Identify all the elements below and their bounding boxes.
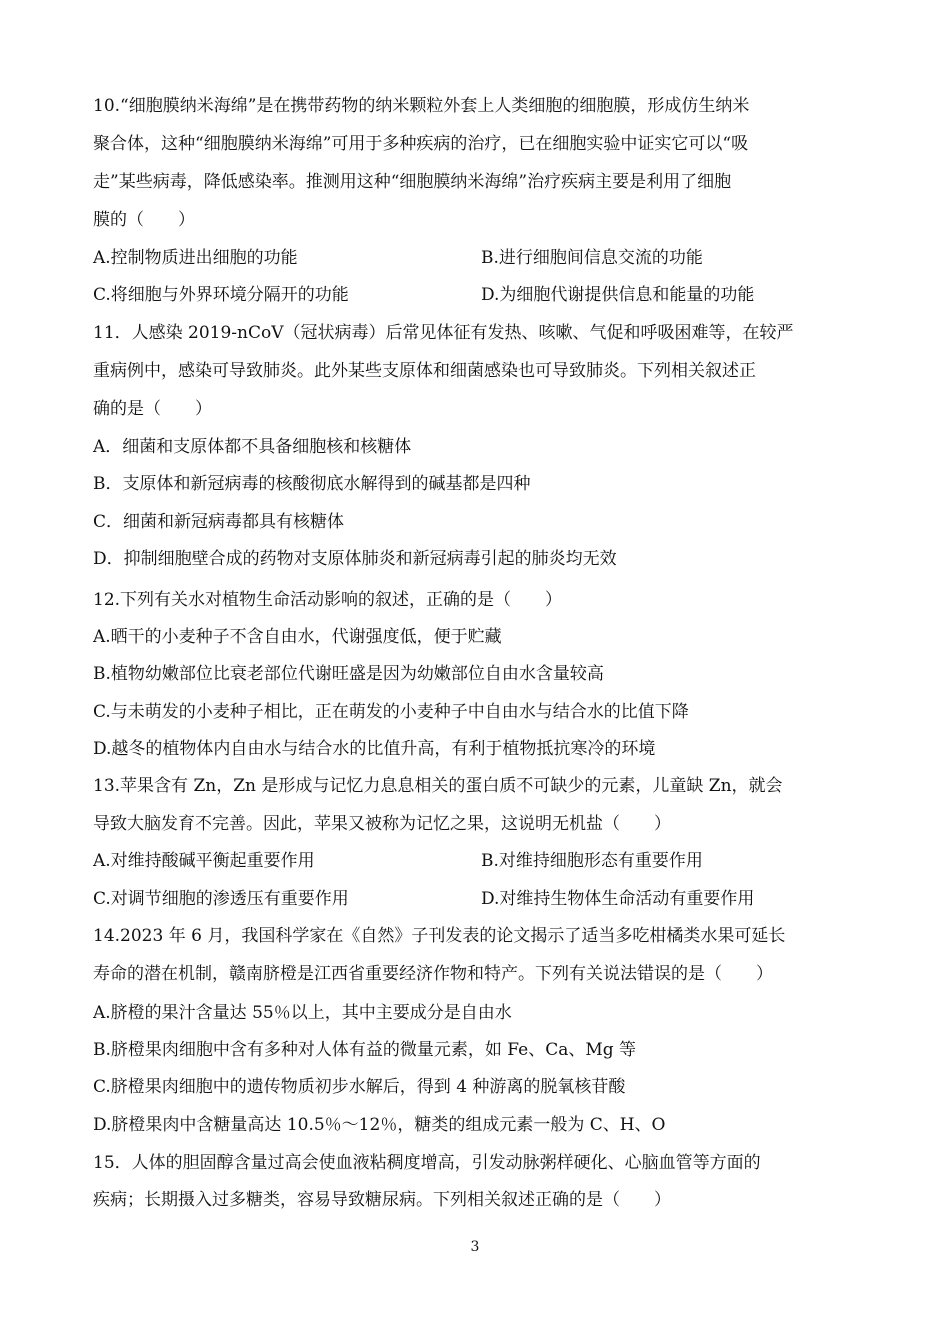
page-number: 3 bbox=[470, 1239, 480, 1255]
option-b: B.进行细胞间信息交流的功能 bbox=[481, 248, 703, 268]
question-stem-line: 聚合体，这种“细胞膜纳米海绵”可用于多种疾病的治疗，已在细胞实验中证实它可以“吸 bbox=[93, 134, 749, 154]
question-stem-line: 走”某些病毒，降低感染率。推测用这种“细胞膜纳米海绵”治疗疾病主要是利用了细胞 bbox=[93, 172, 732, 192]
option-b: B.对维持细胞形态有重要作用 bbox=[481, 851, 703, 871]
option-c: C.对调节细胞的渗透压有重要作用 bbox=[93, 889, 349, 909]
option-a: A.控制物质进出细胞的功能 bbox=[93, 248, 298, 268]
option-c: C.脐橙果肉细胞中的遗传物质初步水解后，得到 4 种游离的脱氧核苷酸 bbox=[93, 1077, 626, 1097]
question-stem-line: 疾病；长期摄入过多糖类，容易导致糖尿病。下列相关叙述正确的是（ ） bbox=[93, 1190, 671, 1210]
option-c: C.与未萌发的小麦种子相比，正在萌发的小麦种子中自由水与结合水的比值下降 bbox=[93, 702, 689, 722]
question-stem-line: 14.2023 年 6 月，我国科学家在《自然》子刊发表的论文揭示了适当多吃柑橘类水果可延长 bbox=[93, 926, 786, 946]
question-stem-line: 寿命的潜在机制，赣南脐橙是江西省重要经济作物和特产。下列有关说法错误的是（ ） bbox=[93, 964, 773, 984]
option-d: D.对维持生物体生命活动有重要作用 bbox=[481, 889, 755, 909]
question-stem-line: 膜的（ ） bbox=[93, 210, 195, 230]
option-a: A．细菌和支原体都不具备细胞核和核糖体 bbox=[93, 437, 412, 457]
option-b: B．支原体和新冠病毒的核酸彻底水解得到的碱基都是四种 bbox=[93, 474, 531, 494]
option-b: B.脐橙果肉细胞中含有多种对人体有益的微量元素，如 Fe、Ca、Mg 等 bbox=[93, 1040, 637, 1060]
option-d: D．抑制细胞壁合成的药物对支原体肺炎和新冠病毒引起的肺炎均无效 bbox=[93, 549, 617, 569]
question-stem-line: 15．人体的胆固醇含量过高会使血液粘稠度增高，引发动脉粥样硬化、心脑血管等方面的 bbox=[93, 1153, 761, 1173]
option-d: D.为细胞代谢提供信息和能量的功能 bbox=[481, 285, 755, 305]
option-a: A.脐橙的果汁含量达 55％以上，其中主要成分是自由水 bbox=[93, 1003, 512, 1023]
question-stem-line: 11．人感染 2019-nCoV（冠状病毒）后常见体征有发热、咳嗽、气促和呼吸困难等，在较严 bbox=[93, 323, 794, 343]
question-stem-line: 10.“细胞膜纳米海绵”是在携带药物的纳米颗粒外套上人类细胞的细胞膜，形成仿生纳米 bbox=[93, 96, 750, 116]
option-a: A.对维持酸碱平衡起重要作用 bbox=[93, 851, 315, 871]
option-d: D.脐橙果肉中含糖量高达 10.5％～12％，糖类的组成元素一般为 C、H、O bbox=[93, 1115, 666, 1135]
option-b: B.植物幼嫩部位比衰老部位代谢旺盛是因为幼嫩部位自由水含量较高 bbox=[93, 664, 604, 684]
question-stem-line: 确的是（ ） bbox=[93, 399, 212, 419]
option-c: C.将细胞与外界环境分隔开的功能 bbox=[93, 285, 349, 305]
question-stem-line: 导致大脑发育不完善。因此，苹果又被称为记忆之果，这说明无机盐（ ） bbox=[93, 814, 671, 834]
option-a: A.晒干的小麦种子不含自由水，代谢强度低，便于贮藏 bbox=[93, 627, 502, 647]
question-stem-line: 13.苹果含有 Zn，Zn 是形成与记忆力息息相关的蛋白质不可缺少的元素，儿童缺 Zn，就会 bbox=[93, 776, 783, 796]
option-c: C．细菌和新冠病毒都具有核糖体 bbox=[93, 512, 345, 532]
question-stem-line: 重病例中，感染可导致肺炎。此外某些支原体和细菌感染也可导致肺炎。下列相关叙述正 bbox=[93, 361, 756, 381]
option-d: D.越冬的植物体内自由水与结合水的比值升高，有利于植物抵抗寒冷的环境 bbox=[93, 739, 656, 759]
question-stem-line: 12.下列有关水对植物生命活动影响的叙述，正确的是（ ） bbox=[93, 590, 563, 610]
